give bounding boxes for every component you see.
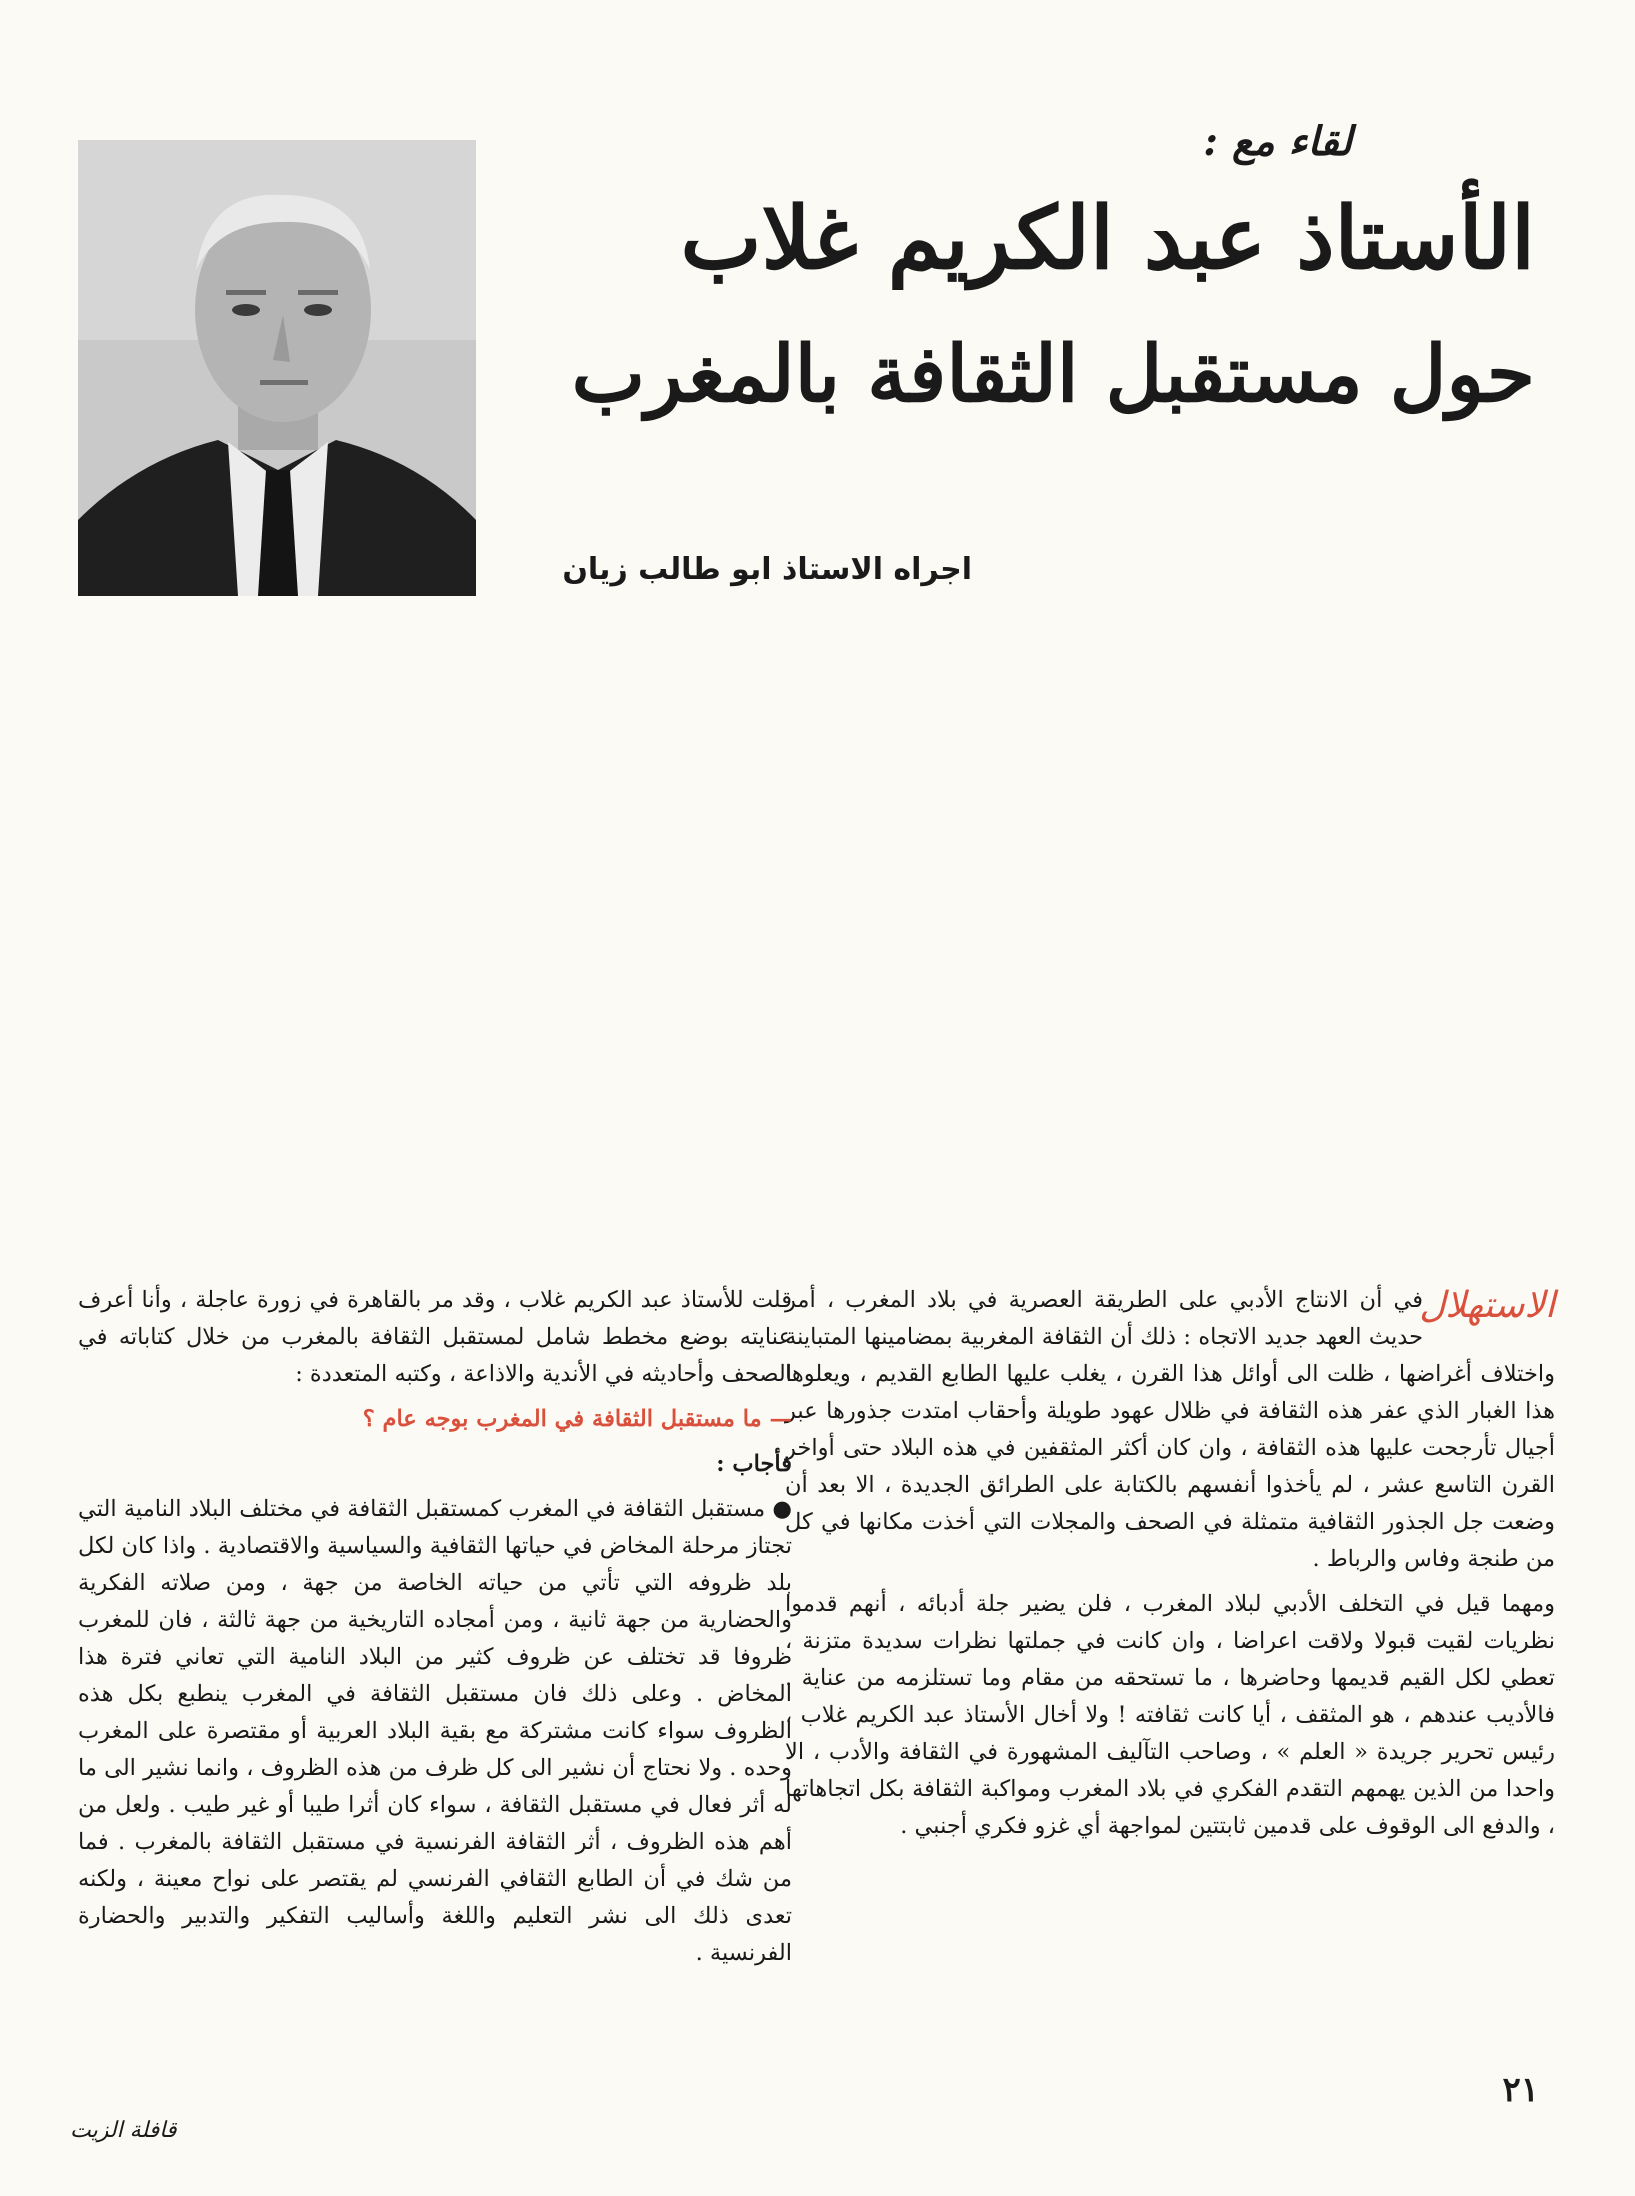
answer-intro: فأجاب : [716,1451,792,1477]
magazine-footer: قافلة الزيت [70,2118,177,2143]
article-title: الأستاذ عبد الكريم غلاب [680,188,1535,289]
page-number: ٢١ [1502,2070,1539,2110]
interview-answer: ● مستقبل الثقافة في المغرب كمستقبل الثقافة في مختلف البلاد النامية التي تجتاز مرحلة المخاض في حياتها الثقافية والسياسية والاقتصادية . واذا كان لكل بلد ظروفه التي تأتي من حياته الخاصة من جهة ، ومن صلاته الفكرية والحضارية من جهة ثانية ، ومن أمجاده التاريخية من جهة ثالثة ، فان للمغرب ظروفا قد تختلف عن ظروف كثير من البلاد النامية التي تعاني فترة هذا المخاض . وعلى ذلك فان مستقبل الثقافة في المغرب ينطبع بكل هذه الظروف سواء كانت مشتركة مع بقية البلاد العربية أو مقتصرة على المغرب وحده . ولا نحتاج أن نشير الى كل ظرف من هذه الظروف ، وانما نشير الى ما له أثر فعال في مستقبل الثقافة ، سواء كان أثرا طيبا أو غير طيب . ولعل من أهم هذه الظروف ، أثر الثقافة الفرنسية في مستقبل الثقافة بالمغرب . فما من شك في أن الطابع الثقافي الفرنسي لم يقتصر على نواح معينة ، ولكنه تعدى ذلك الى نشر التعليم واللغة وأساليب التفكير والتدبير والحضارة الفرنسية . [78,1496,792,1966]
paragraph: ومهما قيل في التخلف الأدبي لبلاد المغرب ، فلن يضير جلة أدبائه ، أنهم قدموا نظريات لقيت قبولا ولاقت اعراضا ، وان كانت في جملتها نظرات سديدة متزنة ، تعطي لكل القيم قديمها وحاضرها ، ما تستحقه من مقام وما تستلزمه من عناية . فالأديب عندهم ، هو المثقف ، أيا كانت ثقافته ! ولا أخال الأستاذ عبد الكريم غلاب ، رئيس تحرير جريدة « العلم » ، وصاحب التآليف المشهورة في الثقافة والأدب ، الا واحدا من الذين يهمهم التقدم الفكري في بلاد المغرب ومواكبة الثقافة بكل اتجاهاتها ، والدفع الى الوقوف على قدمين ثابتتين لمواجهة أي غزو فكري أجنبي . [785,1591,1555,1839]
portrait-photo-icon [78,140,476,596]
dropcap-heading: الاستهلال [1419,1285,1555,1326]
article-subtitle: حول مستقبل الثقافة بالمغرب [571,329,1535,420]
interview-intro: قلت للأستاذ عبد الكريم غلاب ، وقد مر بالقاهرة في زورة عاجلة ، وأنا أعرف عنايته بوضع مخطط شامل لمستقبل الثقافة بالمغرب من خلال كتاباته في الصحف وأحاديثه في الأندية والاذاعة ، وكتبه المتعددة : [78,1287,792,1387]
right-column [785,1282,1555,1853]
kicker: لقاء مع : [1203,118,1352,165]
interview-question: — ما مستقبل الثقافة في المغرب بوجه عام ؟ [362,1406,792,1432]
left-column [78,1282,792,1980]
portrait-photo [78,140,476,596]
byline: اجراه الاستاذ ابو طالب زيان [562,552,972,587]
paragraph: في أن الانتاج الأدبي على الطريقة العصرية في بلاد المغرب ، أمر حديث العهد جديد الاتجاه : ذلك أن الثقافة المغربية بمضامينها المتباينة واختلاف أغراضها ، ظلت الى أوائل هذا القرن ، يغلب عليها الطابع القديم ، ويعلوها هذا الغبار الذي عفر هذه الثقافة في ظلال عهود طويلة وأحقاب امتدت جذورها عبر أجيال تأرجحت عليها هذه الثقافة ، وان كان أكثر المثقفين في هذه البلاد حتى أواخر القرن التاسع عشر ، لم يأخذوا أنفسهم بالكتابة على الطرائق الجديدة ، الا بعد أن وضعت جل الجذور الثقافية متمثلة في الصحف والمجلات التي أخذت مكانها في كل من طنجة وفاس والرباط . [785,1287,1555,1572]
